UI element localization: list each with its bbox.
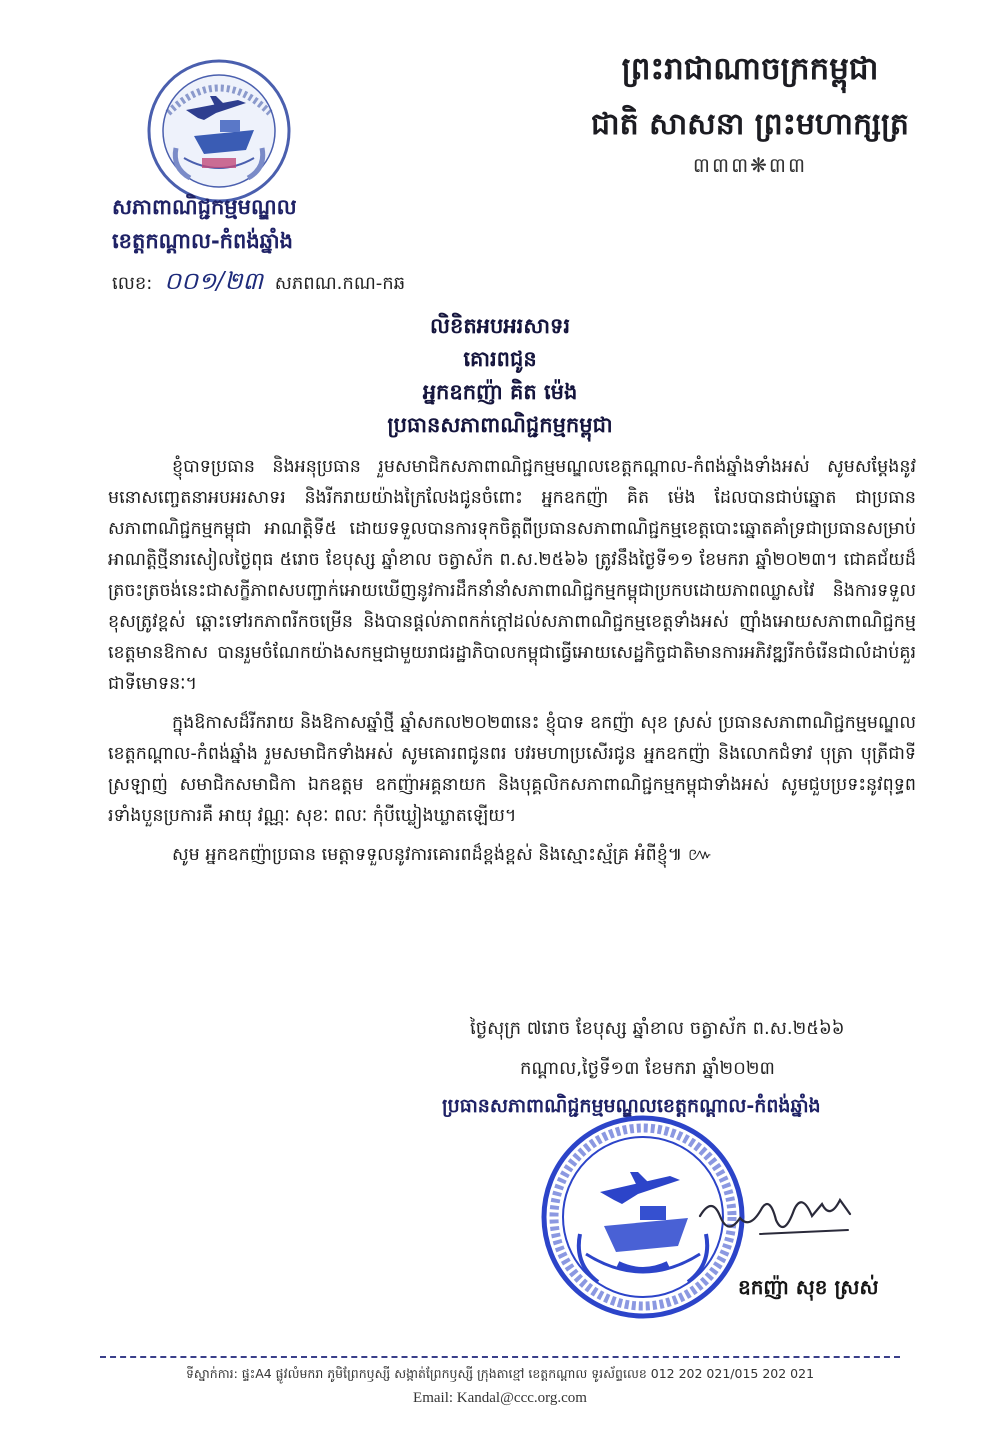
- national-motto: ជាតិ សាសនា ព្រះមហាក្សត្រ: [591, 107, 909, 142]
- organization-name: សភាពាណិជ្ជកម្មមណ្ឌល: [112, 195, 297, 219]
- signer-name: ឧកញ៉ា សុខ ស្រស់: [738, 1275, 879, 1299]
- letter-title-block: [200, 310, 800, 442]
- reference-number: [112, 266, 405, 301]
- footer-email: Email: Kandal@ccc.org.com: [413, 1390, 587, 1406]
- signature-icon: [690, 1186, 860, 1256]
- body-paragraph-3: សូម អ្នកឧកញ៉ាប្រធាន មេត្តាទទួលនូវការគោរពដ៏ខ្ពង់ខ្ពស់ និងស្មោះស្ម័គ្រ អំពីខ្ញុំ៕ ៚: [172, 845, 713, 865]
- body-paragraph-2: ក្នុងឱកាសដ៏រីករាយ និងឱកាសឆ្នាំថ្មី ឆ្នាំសកល២០២៣នេះ ខ្ញុំបាទ ឧកញ៉ា សុខ ស្រស់ ប្រធានសភាពាណិជ្ជកម្មមណ្ឌលខេត្តកណ្តាល-កំពង់ឆ្នាំង រួមសមាជិកទាំងអស់ សូមគោរពជូនពរ បវរមហាប្រសើរជូន អ្នកឧកញ៉ា និងលោកជំទាវ បុត្រា បុត្រីជាទីស្រឡាញ់ សមាជិកសមាជិកា ឯកឧត្តម ឧកញ៉ាអគ្គនាយក និងបុគ្គលិកសភាពាណិជ្ជកម្មកម្ពុជាទាំងអស់ សូមជួបប្រទះនូវពុទ្ធពរទាំងបួនប្រការគឺ អាយុ វណ្ណៈ សុខៈ ពលៈ កុំបីឃ្លៀងឃ្លាតឡើយ។: [108, 713, 916, 826]
- letter-salutation: គោរពជូន: [463, 347, 537, 371]
- footer-address: ទីស្នាក់ការ: ផ្ទះA4 ផ្លូវលំមករា ភូមិព្រែកឫស្សី សង្កាត់ព្រែកឫស្សី ក្រុងតាខ្មៅ ខេត្តកណ្តាល ទូរស័ព្ទលេខ 012 202 021/015 202 021: [185, 1366, 815, 1381]
- signatory-title: ប្រធានសភាពាណិជ្ជកម្មមណ្ឌលខេត្តកណ្តាល-កំពង់ឆ្នាំង: [442, 1095, 821, 1117]
- letter-title: លិខិតអបអរសាទរ: [430, 314, 570, 338]
- recipient-position: ប្រធានសភាពាណិជ្ជកម្មកម្ពុជា: [387, 413, 613, 437]
- reference-handwritten-number: ០០១/២៣: [164, 267, 263, 295]
- organization-province: ខេត្តកណ្តាល-កំពង់ឆ្នាំង: [112, 229, 293, 253]
- kingdom-heading: ព្រះរាជាណាចក្រកម្ពុជា: [621, 51, 879, 87]
- body-paragraph-1: ខ្ញុំបាទប្រធាន និងអនុប្រធាន រួមសមាជិកសភាពាណិជ្ជកម្មមណ្ឌលខេត្តកណ្តាល-កំពង់ឆ្នាំងទាំងអស់ សូមសម្តែងនូវមនោសញ្ចេតនាអបអរសាទរ និងរីករាយយ៉ាងក្រៃលែងជូនចំពោះ អ្នកឧកញ៉ា គិត ម៉េង ដែលបានជាប់ឆ្នោត ជាប្រធានសភាពាណិជ្ជកម្មកម្ពុជា អាណត្តិទី៥ ដោយទទួលបានការទុកចិត្តពីប្រធានសភាពាណិជ្ជកម្មខេត្តបោះឆ្នោតគាំទ្រជាប្រធានសម្រាប់អាណត្តិថ្មីនារសៀលថ្ងៃពុធ ៥រោច ខែបុស្ស ឆ្នាំខាល ចត្វាស័ក ព.ស.២៥៦៦ ត្រូវនឹងថ្ងៃទី១១ ខែមករា ឆ្នាំ២០២៣។ ជោគជ័យដ៏ត្រចះត្រចង់នេះជាសក្ខីភាពសបញ្ជាក់អោយឃើញនូវការដឹកនាំនាំសភាពាណិជ្ជកម្មកម្ពុជាប្រកបដោយភាពឈ្លាសវៃ និងការទទួលខុសត្រូវខ្ពស់ ឆ្ពោះទៅរកភាពរីកចម្រើន និងបានផ្តល់ភាពកក់ក្តៅដល់សភាពាណិជ្ជកម្មខេត្តទាំងអស់ ញ៉ាំងអោយសភាពាណិជ្ជកម្មខេត្តមានឱកាស បានរួមចំណែកយ៉ាងសកម្មជាមួយរាជរដ្ឋាភិបាលកម្ពុជាធ្វើអោយសេដ្ឋកិច្ចជាតិមានការអភិវឌ្ឍរីកចំរើនជាលំដាប់គួរជាទីមោទនៈ។: [108, 457, 916, 694]
- header-ornament: ៣៣៣❋៣៣: [692, 153, 808, 177]
- letter-body: [108, 452, 916, 871]
- footer-divider: [100, 1356, 900, 1358]
- reference-suffix: សភពណ.កណ-កឆ: [274, 273, 406, 294]
- place-date: កណ្តាល,ថ្ងៃទី១៣ ខែមករា ឆ្នាំ២០២៣: [520, 1058, 775, 1079]
- recipient-name: អ្នកឧកញ៉ា គិត ម៉េង: [422, 380, 578, 404]
- reference-label: លេខ:: [112, 273, 153, 294]
- organization-logo-icon: [146, 58, 292, 204]
- lunar-date: ថ្ងៃសុក្រ ៧រោច ខែបុស្ស ឆ្នាំខាល ចត្វាស័ក ព.ស.២៥៦៦: [470, 1018, 845, 1039]
